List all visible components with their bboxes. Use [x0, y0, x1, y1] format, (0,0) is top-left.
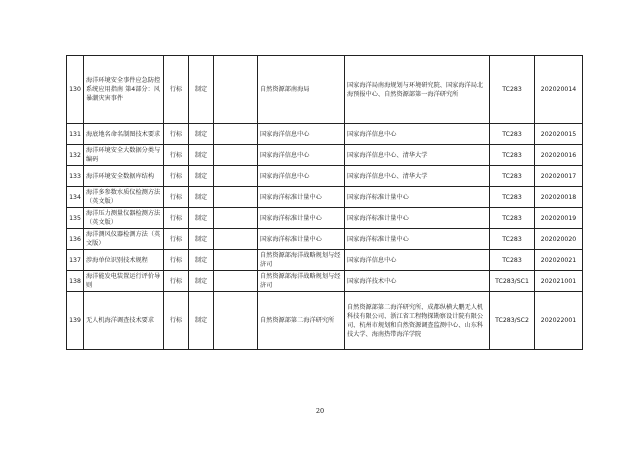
plan-number: 202020017 — [535, 166, 583, 187]
row-number: 135 — [67, 208, 84, 229]
standard-type: 行标 — [164, 229, 189, 250]
revision-kind: 制定 — [189, 229, 214, 250]
standard-type: 行标 — [164, 56, 189, 124]
tech-committee: TC283 — [490, 187, 535, 208]
revision-kind: 制定 — [189, 56, 214, 124]
blank-cell — [214, 124, 258, 145]
responsible-dept: 自然资源部海洋战略规划与经济司 — [258, 271, 345, 292]
responsible-dept: 国家海洋标准计量中心 — [258, 187, 345, 208]
drafting-units: 国家海洋信息中心 — [345, 250, 490, 271]
row-number: 131 — [67, 124, 84, 145]
standard-type: 行标 — [164, 208, 189, 229]
plan-number: 202020021 — [535, 250, 583, 271]
blank-cell — [214, 250, 258, 271]
revision-kind: 制定 — [189, 271, 214, 292]
plan-number: 202021001 — [535, 271, 583, 292]
tech-committee: TC283 — [490, 145, 535, 166]
responsible-dept: 自然资源部海洋战略规划与经济司 — [258, 250, 345, 271]
plan-number: 202020014 — [535, 56, 583, 124]
table-row — [67, 124, 583, 145]
blank-cell — [214, 145, 258, 166]
tech-committee: TC283/SC1 — [490, 271, 535, 292]
revision-kind: 制定 — [189, 187, 214, 208]
row-number: 134 — [67, 187, 84, 208]
drafting-units: 国家海洋标准计量中心 — [345, 229, 490, 250]
drafting-units: 自然资源部第二海洋研究所、成都纵横大鹏无人机科技有限公司、浙江省工程物探勘察设计院有限公司、杭州市规划和自然资源调查监测中心、山东科技大学、海南热带海洋学院 — [345, 292, 490, 350]
plan-number: 202020020 — [535, 229, 583, 250]
table-row — [67, 229, 583, 250]
standard-name: 涉海单位识别技术规程 — [84, 250, 164, 271]
tech-committee: TC283 — [490, 124, 535, 145]
standard-type: 行标 — [164, 292, 189, 350]
drafting-units: 国家海洋局南海规划与环境研究院、国家海洋局北海预报中心、自然资源部第一海洋研究所 — [345, 56, 490, 124]
blank-cell — [214, 229, 258, 250]
standard-type: 行标 — [164, 124, 189, 145]
drafting-units: 国家海洋信息中心、清华大学 — [345, 145, 490, 166]
standard-name: 海洋多参数水质仪检测方法（英文版） — [84, 187, 164, 208]
page-number: 20 — [315, 407, 325, 415]
plan-number: 202020016 — [535, 145, 583, 166]
tech-committee: TC283 — [490, 208, 535, 229]
revision-kind: 制定 — [189, 145, 214, 166]
row-number: 133 — [67, 166, 84, 187]
responsible-dept: 国家海洋信息中心 — [258, 124, 345, 145]
table-row — [67, 250, 583, 271]
standard-name: 海洋测风仪器检测方法（英文版） — [84, 229, 164, 250]
standards-table — [66, 55, 583, 350]
drafting-units: 国家海洋标准计量中心 — [345, 208, 490, 229]
standard-name: 无人机海洋调查技术要求 — [84, 292, 164, 350]
standard-type: 行标 — [164, 166, 189, 187]
standard-type: 行标 — [164, 271, 189, 292]
revision-kind: 制定 — [189, 166, 214, 187]
blank-cell — [214, 292, 258, 350]
row-number: 136 — [67, 229, 84, 250]
table-row — [67, 208, 583, 229]
tech-committee: TC283 — [490, 250, 535, 271]
drafting-units: 国家海洋信息中心 — [345, 124, 490, 145]
table-row — [67, 56, 583, 124]
revision-kind: 制定 — [189, 292, 214, 350]
table-row — [67, 187, 583, 208]
table-row — [67, 271, 583, 292]
standard-type: 行标 — [164, 250, 189, 271]
standard-type: 行标 — [164, 145, 189, 166]
standard-name: 海底地名命名制图技术要求 — [84, 124, 164, 145]
revision-kind: 制定 — [189, 250, 214, 271]
responsible-dept: 国家海洋标准计量中心 — [258, 229, 345, 250]
responsible-dept: 自然资源部南海局 — [258, 56, 345, 124]
drafting-units: 国家海洋技术中心 — [345, 271, 490, 292]
drafting-units: 国家海洋信息中心、清华大学 — [345, 166, 490, 187]
table-row — [67, 166, 583, 187]
row-number: 132 — [67, 145, 84, 166]
plan-number: 202020015 — [535, 124, 583, 145]
drafting-units: 国家海洋标准计量中心 — [345, 187, 490, 208]
row-number: 137 — [67, 250, 84, 271]
table-row — [67, 145, 583, 166]
table-row — [67, 292, 583, 350]
plan-number: 202020019 — [535, 208, 583, 229]
plan-number: 202022001 — [535, 292, 583, 350]
row-number: 138 — [67, 271, 84, 292]
tech-committee: TC283 — [490, 229, 535, 250]
standard-name: 海洋环境安全大数据分类与编码 — [84, 145, 164, 166]
standard-name: 海洋压力测量仪器检测方法（英文版） — [84, 208, 164, 229]
responsible-dept: 国家海洋信息中心 — [258, 166, 345, 187]
blank-cell — [214, 187, 258, 208]
standard-name: 海洋环境安全事件应急防控系统应用指南 第4部分：风暴潮灾害事件 — [84, 56, 164, 124]
standard-name: 海洋能发电装置运行评价导则 — [84, 271, 164, 292]
responsible-dept: 国家海洋信息中心 — [258, 145, 345, 166]
table-body — [67, 56, 583, 350]
tech-committee: TC283/SC2 — [490, 292, 535, 350]
responsible-dept: 国家海洋标准计量中心 — [258, 208, 345, 229]
blank-cell — [214, 208, 258, 229]
row-number: 139 — [67, 292, 84, 350]
blank-cell — [214, 271, 258, 292]
blank-cell — [214, 166, 258, 187]
plan-number: 202020018 — [535, 187, 583, 208]
revision-kind: 制定 — [189, 124, 214, 145]
responsible-dept: 自然资源部第二海洋研究所 — [258, 292, 345, 350]
revision-kind: 制定 — [189, 208, 214, 229]
tech-committee: TC283 — [490, 166, 535, 187]
row-number: 130 — [67, 56, 84, 124]
standard-type: 行标 — [164, 187, 189, 208]
tech-committee: TC283 — [490, 56, 535, 124]
blank-cell — [214, 56, 258, 124]
standard-name: 海洋环境安全数据库结构 — [84, 166, 164, 187]
